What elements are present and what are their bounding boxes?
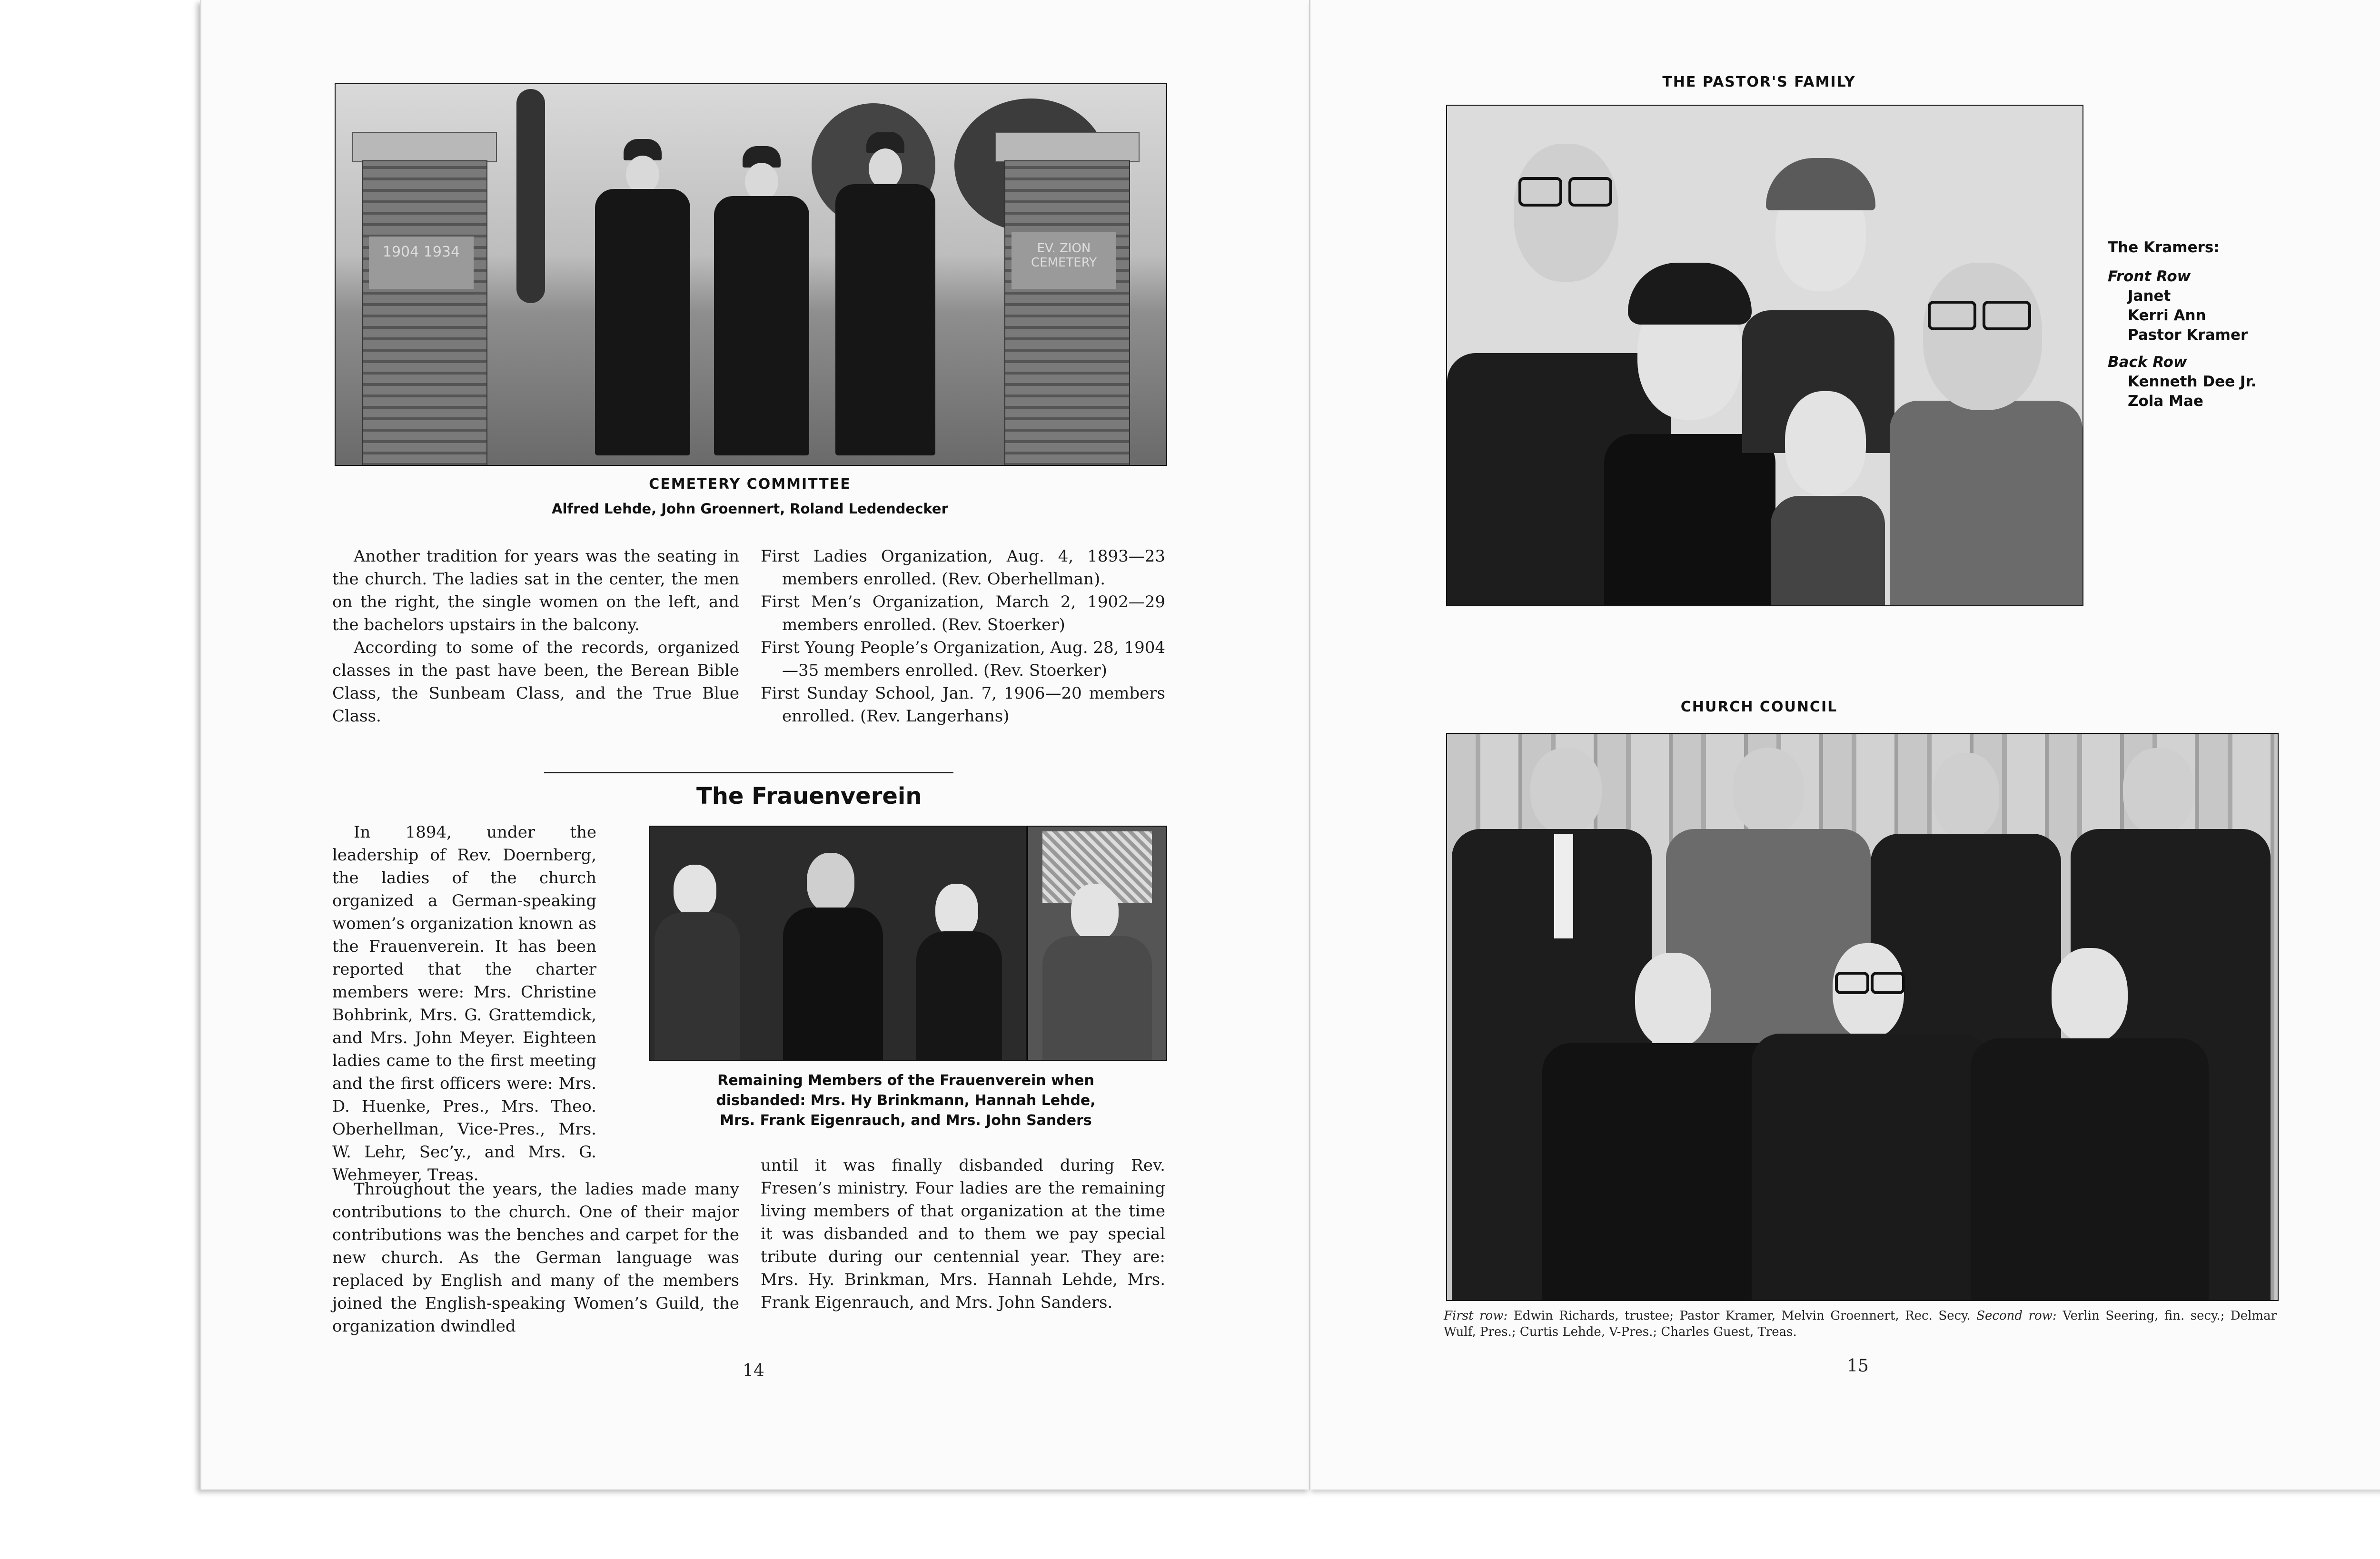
page-number: 14 [743, 1361, 764, 1381]
gate-right-plaque: EV. ZION CEMETERY [1012, 232, 1116, 289]
person-figure [714, 196, 809, 455]
cemetery-committee-photo [335, 83, 1167, 466]
glasses-icon [1928, 301, 1976, 330]
glasses-icon [1835, 972, 1869, 994]
frauenverein-caption: Remaining Members of the Frauenverein when disbanded: Mrs. Hy Brinkmann, Hannah Lehde, Mrs. Frank Eigenrauch, and Mrs. John Sanders [716, 1072, 1096, 1129]
paragraph: Throughout the years, the ladies made many contributions to the church. One of their major contributions was the benches and carpet for the new church. As the German language was replaced by English and many of the members joined the English-speaking Women’s Guild, the organization dwindled [332, 1180, 739, 1336]
cemetery-caption-names: Alfred Lehde, John Groennert, Roland Ledendecker [552, 501, 948, 517]
list-item: First Sunday School, Jan. 7, 1906—20 members enrolled. (Rev. Langerhans) [761, 684, 1165, 726]
left-page [200, 0, 1310, 1490]
glasses-icon [1871, 972, 1905, 994]
list-item: First Young People’s Organization, Aug. 28, 1904—35 members enrolled. (Rev. Stoerker) [761, 638, 1165, 680]
paragraph: According to some of the records, organized classes in the past have been, the Berean Bible Class, the Sunbeam Class, and the True Blue Class. [332, 638, 739, 726]
glasses-icon [1518, 177, 1562, 207]
back-row-label: Back Row [2108, 354, 2187, 371]
frauenverein-text-right [761, 1154, 1165, 1314]
first-row-names: Edwin Richards, trustee; Pastor Kramer, Melvin Groennert, Rec. Secy. [1507, 1309, 1977, 1323]
paragraph: In 1894, under the leadership of Rev. Doernberg, the ladies of the church organized a German-speaking women’s organization known as the Frauenverein. It has been reported that the charter members were: Mrs. Christine Bohbrink, Mrs. G. Grattemdick, and Mrs. John Meyer. Eighteen ladies came to the first meeting and the first officers were: Mrs. D. Huenke, Pres., Mrs. Theo. Oberhellman, Vice-Pres., Mrs. W. Lehr, Sec’y., and Mrs. G. Wehmeyer, Treas. [332, 823, 596, 1184]
person-figure [595, 189, 690, 455]
frauenverein-text-left [332, 821, 596, 1186]
kramers-list [2108, 238, 2289, 411]
family-member: Pastor Kramer [2128, 326, 2248, 344]
section-heading: The Frauenverein [696, 783, 922, 809]
first-row-label: First row: [1444, 1309, 1508, 1323]
frauenverein-photo [649, 826, 1027, 1061]
glasses-icon [1568, 177, 1612, 207]
list-item: First Ladies Organization, Aug. 4, 1893—23 members enrolled. (Rev. Oberhellman). [761, 547, 1165, 589]
frauenverein-text-bottom [332, 1178, 739, 1338]
right-page [1309, 0, 2380, 1490]
family-member: Janet [2128, 287, 2171, 305]
second-row-names: Verlin Seering, fin. secy.; Delmar Wulf, Pres.; Curtis Lehde, V-Pres.; Charles Guest, Treas. [1444, 1309, 2277, 1339]
page-number: 15 [1847, 1356, 1869, 1376]
organizations-list [761, 545, 1165, 728]
family-member: Kenneth Dee Jr. [2128, 373, 2257, 390]
council-heading: CHURCH COUNCIL [1680, 699, 1838, 715]
frauenverein-photo-inset [1027, 826, 1167, 1061]
church-council-photo [1446, 733, 2279, 1301]
gate-left-plaque: 1904 1934 [369, 237, 474, 289]
council-caption [1444, 1308, 2277, 1340]
person-figure [835, 184, 935, 455]
second-row-label: Second row: [1976, 1309, 2057, 1323]
section-divider [544, 772, 953, 773]
tradition-text-column [332, 545, 739, 728]
pastor-family-photo [1446, 105, 2083, 606]
paragraph: until it was finally disbanded during Rev. Fresen’s ministry. Four ladies are the remaining living members of that organization at the time it was disbanded and to them we pay special tribute during our centennial year. They are: Mrs. Hy. Brinkman, Mrs. Hannah Lehde, Mrs. Frank Eigenrauch, and Mrs. John Sanders. [761, 1156, 1165, 1312]
glasses-icon [1983, 301, 2031, 330]
front-row-label: Front Row [2108, 268, 2191, 285]
list-item: First Men’s Organization, March 2, 1902—29 members enrolled. (Rev. Stoerker) [761, 592, 1165, 634]
family-heading: THE PASTOR'S FAMILY [1662, 74, 1856, 90]
kramers-title: The Kramers: [2108, 239, 2220, 256]
family-member: Zola Mae [2128, 393, 2203, 410]
family-member: Kerri Ann [2128, 307, 2206, 324]
cemetery-caption-title: CEMETERY COMMITTEE [649, 476, 851, 493]
paragraph: Another tradition for years was the seating in the church. The ladies sat in the center, the men on the right, the single women on the left, and the bachelors upstairs in the balcony. [332, 547, 739, 634]
